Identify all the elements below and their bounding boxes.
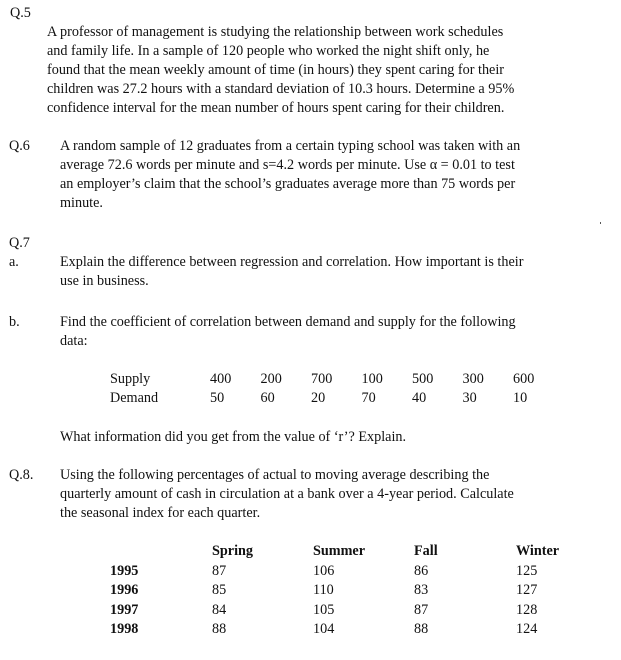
table-cell: 124: [516, 621, 538, 637]
q7-number: Q.7: [9, 235, 30, 251]
table-row: [110, 601, 576, 621]
q7a-label: a.: [9, 254, 19, 270]
q7a-text: [60, 253, 615, 291]
table-cell: 200: [260, 371, 282, 387]
q8-text: [60, 466, 615, 523]
table-cell: 87: [414, 601, 429, 618]
q8-line: quarterly amount of cash in circulation at a bank over a 4-year period. Calculate: [60, 486, 514, 502]
table-row: [110, 581, 576, 601]
q7a-line: use in business.: [60, 273, 149, 289]
stray-mark: [600, 222, 601, 224]
q6-line: minute.: [60, 195, 103, 211]
q7b-followup: What information did you get from the value of ‘r’? Explain.: [60, 429, 407, 445]
row-label: Supply: [110, 371, 151, 387]
q7b-label: b.: [9, 314, 20, 330]
table-cell: 105: [313, 601, 335, 618]
q6-number: Q.6: [9, 138, 30, 154]
q7a-line: Explain the difference between regression and correlation. How important is their: [60, 254, 524, 270]
header-spring: Spring: [212, 543, 254, 559]
table-cell: 40: [412, 390, 427, 406]
table-cell: 60: [260, 390, 275, 406]
q8-line: the seasonal index for each quarter.: [60, 505, 261, 521]
q8-number: Q.8.: [9, 467, 34, 483]
table-cell: 300: [462, 371, 484, 387]
table-cell: 83: [414, 582, 429, 598]
table-cell: 88: [414, 621, 429, 637]
table-cell: 128: [516, 601, 538, 618]
table-row: [110, 389, 564, 408]
header-fall: Fall: [414, 543, 438, 559]
supply-demand-table: [110, 370, 564, 408]
year-cell: 1995: [110, 562, 139, 579]
table-cell: 84: [212, 601, 227, 618]
header-winter: Winter: [516, 543, 560, 559]
table-cell: 400: [210, 371, 232, 387]
year-cell: 1996: [110, 582, 139, 598]
table-cell: 106: [313, 562, 335, 579]
q5-line: found that the mean weekly amount of time (in hours) they spent caring for their: [47, 62, 505, 78]
table-cell: 104: [313, 621, 335, 637]
table-cell: 700: [311, 371, 333, 387]
table-cell: 30: [462, 390, 477, 406]
table-cell: 125: [516, 562, 538, 579]
table-cell: 88: [212, 621, 227, 637]
q7b-line: Find the coefficient of correlation between demand and supply for the following: [60, 314, 516, 330]
q6-text: [60, 137, 615, 213]
q5-number: Q.5: [10, 5, 31, 21]
table-cell: 110: [313, 582, 334, 598]
header-summer: Summer: [313, 543, 366, 559]
q7b-text: [60, 313, 615, 351]
table-cell: 85: [212, 582, 227, 598]
table-row: [110, 562, 576, 582]
table-cell: 86: [414, 562, 429, 579]
row-label: Demand: [110, 390, 159, 406]
table-cell: 70: [361, 390, 376, 406]
q5-line: A professor of management is studying the relationship between work schedules: [47, 24, 504, 40]
q6-line: an employer’s claim that the school’s graduates average more than 75 words per: [60, 176, 516, 192]
table-cell: 100: [361, 371, 383, 387]
year-cell: 1998: [110, 621, 139, 637]
q5-line: confidence interval for the mean number of hours spent caring for their children.: [47, 100, 505, 116]
table-row: [110, 370, 564, 389]
table-header-row: [110, 542, 576, 562]
table-cell: 20: [311, 390, 326, 406]
table-cell: 50: [210, 390, 225, 406]
header-cell: [110, 542, 212, 562]
q5-text: [47, 23, 615, 118]
table-row: [110, 620, 576, 640]
q6-line: average 72.6 words per minute and s=4.2 words per minute. Use α = 0.01 to test: [60, 157, 515, 173]
q8-line: Using the following percentages of actual to moving average describing the: [60, 467, 490, 483]
q6-line: A random sample of 12 graduates from a certain typing school was taken with an: [60, 138, 521, 154]
table-cell: 87: [212, 562, 227, 579]
year-cell: 1997: [110, 601, 139, 618]
seasonal-table: [110, 542, 576, 640]
table-cell: 127: [516, 582, 538, 598]
q5-line: and family life. In a sample of 120 people who worked the night shift only, he: [47, 43, 490, 59]
table-cell: 600: [513, 371, 535, 387]
q5-line: children was 27.2 hours with a standard deviation of 10.3 hours. Determine a 95%: [47, 81, 515, 97]
table-cell: 10: [513, 390, 528, 406]
table-cell: 500: [412, 371, 434, 387]
q7b-line: data:: [60, 333, 88, 349]
